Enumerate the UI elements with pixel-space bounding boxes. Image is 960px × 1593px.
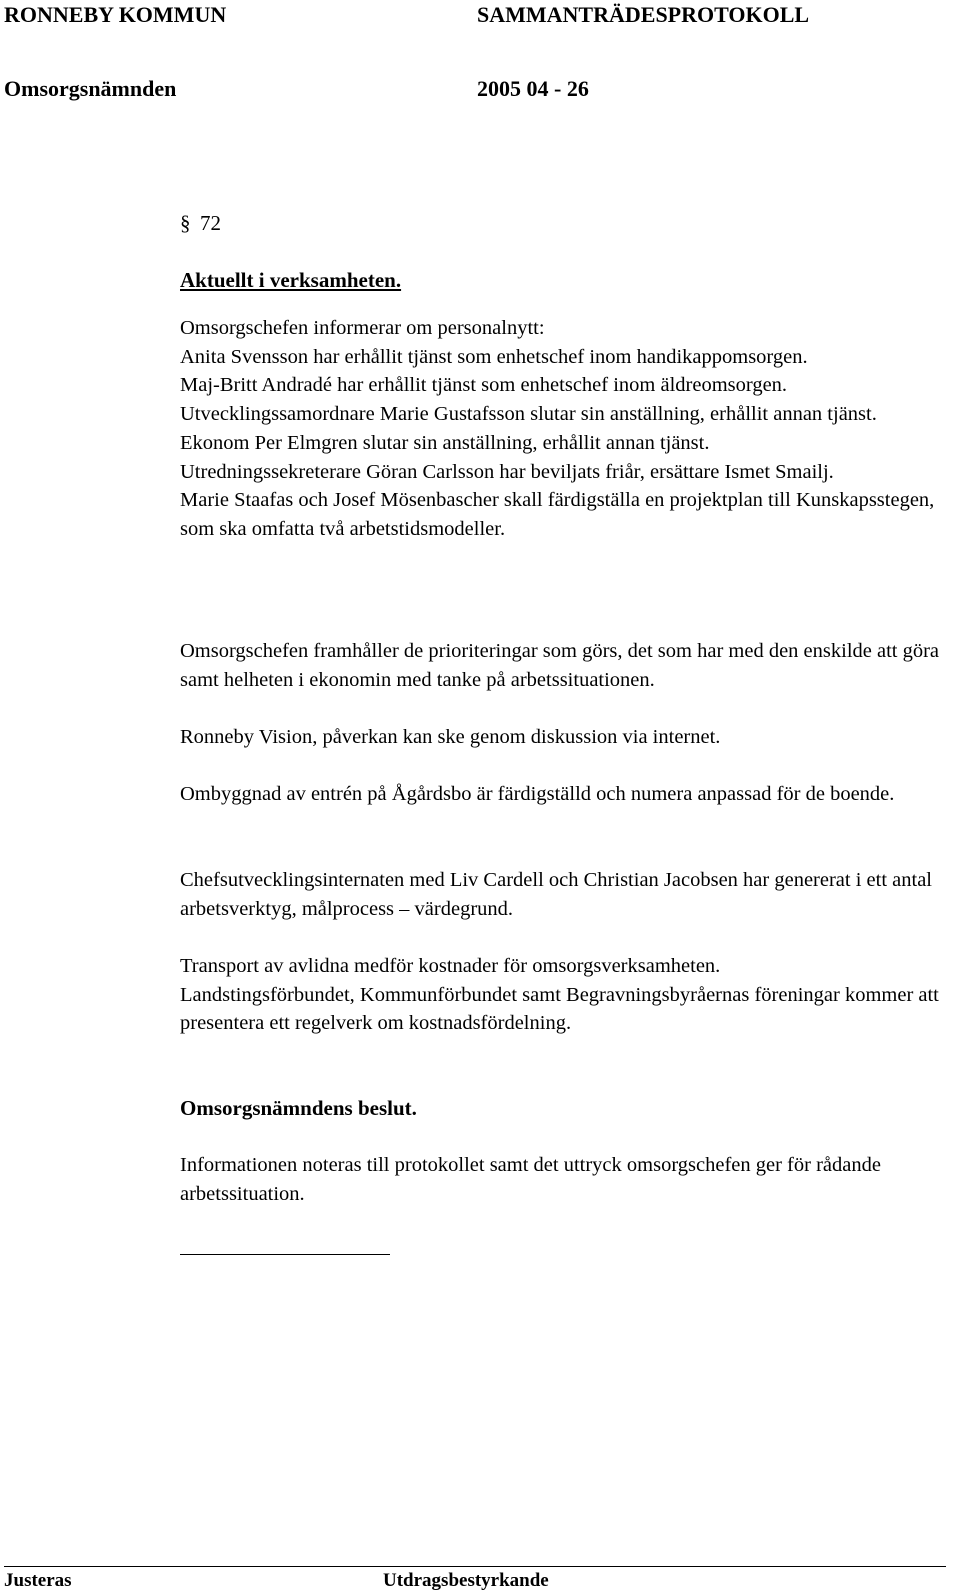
paragraph-personnel	[180, 314, 940, 544]
board-name: Omsorgsnämnden	[4, 76, 177, 101]
decision-text-block	[180, 1151, 940, 1208]
paragraph: Transport av avlidna medför kostnader för omsorgsverksamheten. Landstingsförbundet, Kommunförbundet samt Begravningsbyråernas föreningar kommer att presentera ett regelverk om kostnadsfördelning.	[180, 955, 939, 1035]
paragraph: Omsorgschefen informerar om personalnytt: Anita Svensson har erhållit tjänst som enhetschef inom handikappomsorgen. Maj-Britt Andradé har erhållit tjänst som enhetschef inom äldreomsorgen. Utvecklingssamordnare Marie Gustafsson slutar sin anställning, erhållit annan tjänst. Ekonom Per Elmgren slutar sin anställning, erhållit annan tjänst. Utredningssekreterare Göran Carlsson har beviljats friår, ersättare Ismet Smailj. Marie Staafas och Josef Mösenbascher skall färdigställa en projektplan till Kunskapsstegen, som ska omfatta två arbetstidsmodeller.	[180, 317, 935, 540]
section-sign: §	[180, 211, 191, 235]
municipality-name: RONNEBY KOMMUN	[4, 2, 227, 27]
footer-justeras: Justeras	[4, 1570, 72, 1591]
footer-utdragsbestyrkande: Utdragsbestyrkande	[383, 1570, 549, 1591]
paragraph-vision	[180, 723, 940, 752]
paragraph: Omsorgschefen framhåller de prioriteringar som görs, det som har med den enskilde att göra samt helheten i ekonomin med tanke på arbetssituationen.	[180, 640, 940, 691]
decision-text: Informationen noteras till protokollet samt det uttryck omsorgschefen ger för rådande arbetssituation.	[180, 1154, 881, 1205]
paragraph-transport	[180, 952, 940, 1038]
signature-line	[180, 1254, 390, 1255]
paragraph: Ombyggnad av entrén på Ågårdsbo är färdigställd och numera anpassad för de boende.	[180, 783, 895, 805]
section-number-value: 72	[200, 211, 221, 235]
paragraph: Chefsutvecklingsinternaten med Liv Cardell och Christian Jacobsen har genererat i ett antal arbetsverktyg, målprocess – värdegrund.	[180, 869, 932, 920]
decision-title: Omsorgsnämndens beslut.	[180, 1096, 417, 1120]
section-title: Aktuellt i verksamheten.	[180, 268, 402, 292]
paragraph: Ronneby Vision, påverkan kan ske genom diskussion via internet.	[180, 726, 721, 748]
paragraph-priorities	[180, 637, 940, 694]
paragraph-leadership	[180, 866, 940, 923]
section-number	[180, 208, 221, 238]
footer-divider	[4, 1566, 946, 1567]
document-type: SAMMANTRÄDESPROTOKOLL	[477, 2, 810, 27]
meeting-date: 2005 04 - 26	[477, 76, 589, 101]
paragraph-entrance	[180, 780, 940, 809]
